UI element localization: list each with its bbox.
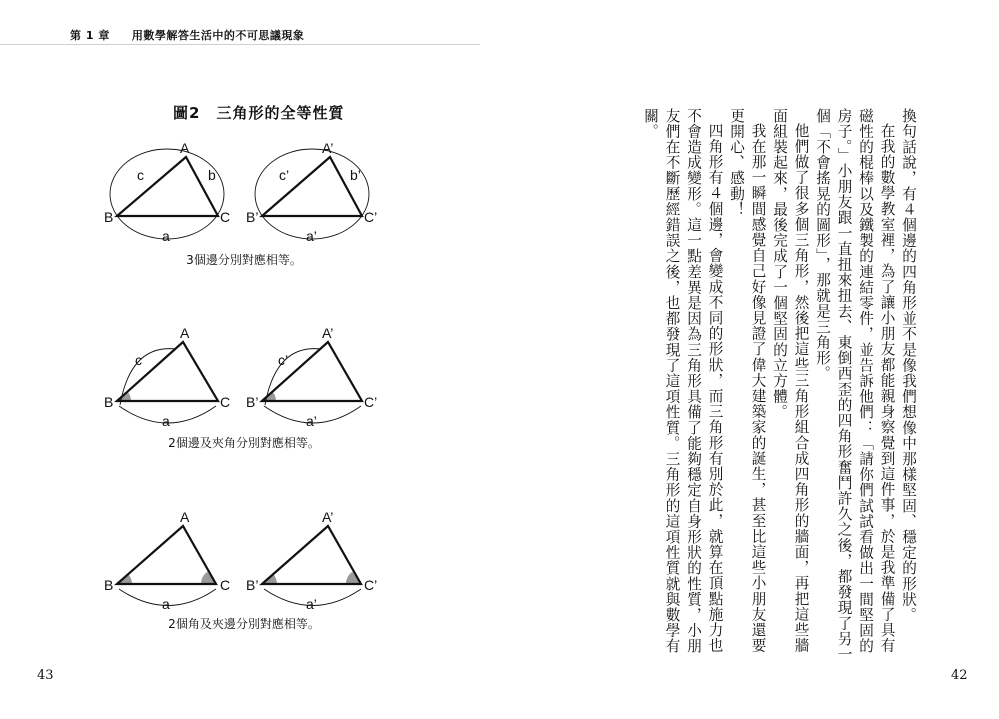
chapter-label: 第 1 章 (70, 29, 110, 42)
paragraph-2: 在我的數學教室裡，為了讓小朋友都能親身察覺到這件事，於是我準備了具有磁性的棍棒以及鐵製的連結零件，並告訴他們：「請你們試試看做出一間堅固的房子。」小朋友跟一直扭來扭去、東倒西歪的四角形奮鬥許久之後，都發現了另一個「不會搖晃的圖形」，那就是三角形。 (814, 108, 896, 663)
row3-right-label-a: a’ (306, 596, 317, 612)
paragraph-3: 他們做了很多個三角形，然後把這些三角形組合成四角形的牆面，再把這些牆面組裝起來，最後完成了一個堅固的立方體。 (771, 108, 810, 653)
row2-left-triangle (104, 325, 230, 429)
row1-left-label-C: C (220, 209, 231, 225)
row2-left-label-c: c (135, 352, 142, 368)
row2-right-triangle (246, 325, 377, 429)
row2-right-shape (262, 342, 362, 401)
row3-right-label-B: B’ (246, 577, 259, 593)
row2-caption: 2個邊及夾角分別對應相等。 (168, 436, 320, 450)
row1-left-triangle (104, 140, 230, 244)
row2-right-label-a: a’ (306, 413, 317, 429)
row1-caption: 3個邊分別對應相等。 (186, 253, 302, 267)
row3-right-shape (262, 526, 361, 584)
row1-left-label-a: a (162, 228, 170, 244)
paragraph-1: 換句話說，有４個邊的四角形並不是像我們想像中那樣堅固、穩定的形狀。 (900, 108, 917, 623)
row3-left-label-A: A (180, 509, 190, 525)
row3-right-label-A: A’ (322, 509, 334, 525)
row2-left-label-B: B (104, 394, 114, 410)
row2-right-label-c: c’ (278, 352, 289, 368)
row1-left-shape (117, 157, 218, 216)
row3-right-triangle (246, 509, 377, 612)
right-page (500, 0, 999, 719)
row2-right-label-C: C’ (364, 394, 378, 410)
row1-right-triangle (246, 140, 377, 244)
figure-number: 圖2 (173, 104, 201, 122)
row2-right-label-A: A’ (322, 325, 334, 341)
chapter-title: 用數學解答生活中的不可思議現象 (131, 29, 305, 42)
row2-left-label-C: C (220, 394, 231, 410)
row1-left-label-c: c (137, 167, 144, 183)
row1-right-label-B: B’ (246, 209, 259, 225)
paragraph-5: 四角形有４個邊，會變成不同的形狀，而三角形有別於此，就算在頂點施力也不會造成變形。這一點差異是因為三角形具備了能夠穩定自身形狀的性質，小朋友們在不斷歷經錯誤之後，也都發現了這項性質。三角形的這項性質就與數學有關。 (642, 108, 724, 654)
row2-left-shape (117, 342, 218, 401)
row1-left-label-B: B (104, 209, 114, 225)
row3-left-label-C: C (220, 577, 231, 593)
row3-right-label-C: C’ (364, 577, 378, 593)
row3-left-triangle (104, 509, 230, 612)
row3-left-shape (117, 526, 216, 584)
row1-right-label-C: C’ (364, 209, 378, 225)
row1-right-label-b: b’ (350, 167, 361, 183)
row2-left-label-a: a (162, 413, 170, 429)
row3-caption: 2個角及夾邊分別對應相等。 (168, 617, 320, 631)
row1-left-label-b: b (208, 167, 216, 183)
paragraph-4: 我在那一瞬間感覺自己好像見證了偉大建築家的誕生，甚至比這些小朋友還要更開心、感動！ (728, 108, 767, 653)
body-text (499, 108, 919, 668)
row1-right-label-c: c’ (279, 167, 290, 183)
row3-left-label-B: B (104, 577, 114, 593)
row1-right-label-a: a’ (306, 228, 317, 244)
row2-right-label-B: B’ (246, 394, 259, 410)
page-number-right: 42 (951, 668, 968, 683)
row1-left-label-A: A (180, 140, 190, 156)
row3-left-label-a: a (162, 596, 170, 612)
row1-right-shape (262, 157, 362, 216)
row1-right-circle (255, 149, 369, 239)
row1-right-label-A: A’ (322, 140, 334, 156)
figure-title-text: 三角形的全等性質 (216, 104, 345, 122)
page-number-left: 43 (37, 668, 54, 683)
row2-left-label-A: A (180, 325, 190, 341)
